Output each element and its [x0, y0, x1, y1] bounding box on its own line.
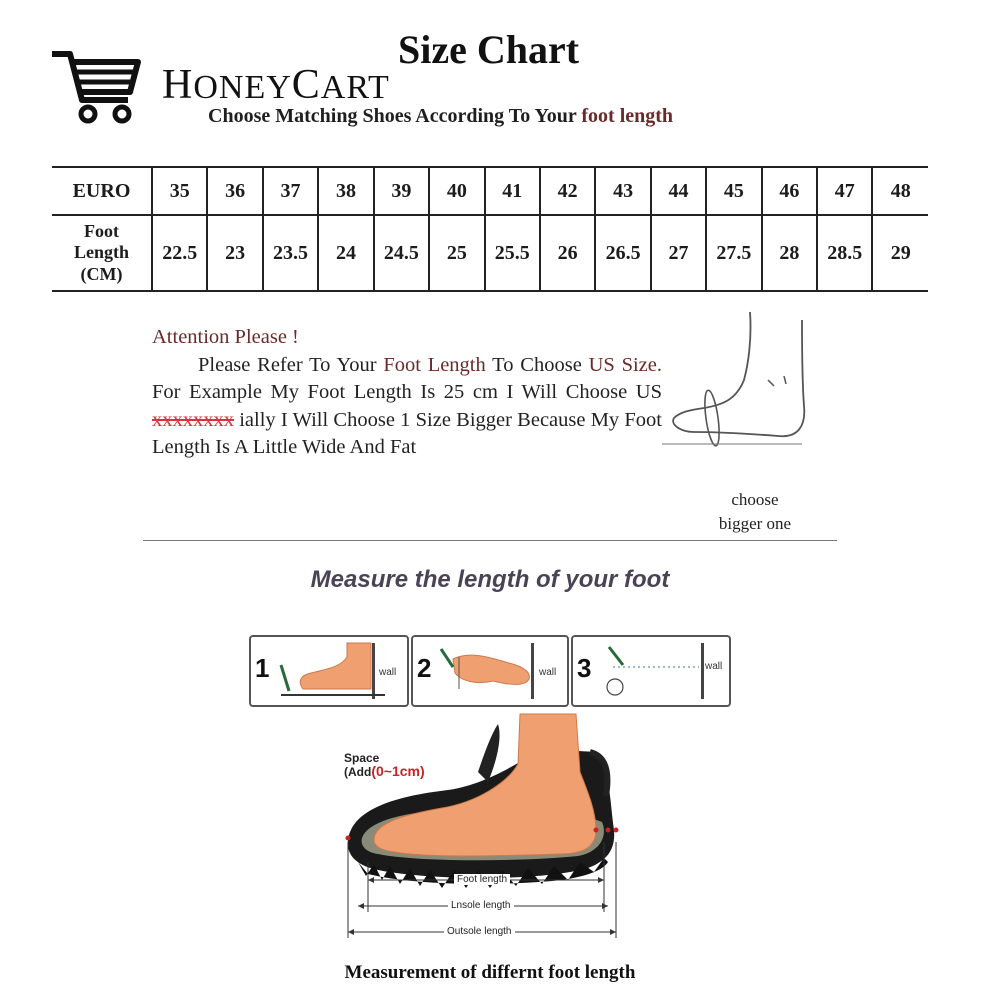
- foot-length-cell: 23.5: [263, 215, 318, 291]
- foot-length-label: Foot length: [454, 874, 510, 885]
- insole-length-label: Lnsole length: [448, 900, 514, 911]
- foot-length-cell: 28.5: [817, 215, 872, 291]
- diagram-caption: Measurement of differnt foot length: [344, 962, 636, 983]
- step-1-panel: [249, 635, 409, 707]
- euro-size-cell: 48: [872, 167, 928, 215]
- size-table: [52, 166, 928, 292]
- shoe-measurement-diagram: [338, 712, 638, 952]
- foot-length-cell: 24.5: [374, 215, 429, 291]
- step-2-panel: [411, 635, 569, 707]
- step-3-wall-label: wall: [705, 661, 723, 672]
- choose-bigger-note: choose bigger one: [718, 490, 792, 533]
- foot-length-cell: 23: [207, 215, 262, 291]
- euro-size-cell: 45: [706, 167, 761, 215]
- euro-size-cell: 35: [152, 167, 207, 215]
- euro-size-cell: 40: [429, 167, 484, 215]
- step-3-panel: [571, 635, 731, 707]
- foot-length-cell: 25.5: [485, 215, 540, 291]
- euro-size-cell: 37: [263, 167, 318, 215]
- foot-length-cell: 27.5: [706, 215, 761, 291]
- foot-length-header: Foot Length (CM): [52, 215, 152, 291]
- table-row-foot-length: [52, 215, 928, 291]
- attention-text: Please Refer To Your Foot Length To Choose US Size. For Example My Foot Length Is 25 cm I Will Choose US xxxxxxxx ially I Will Choose 1 Size Bigger Because My Foot Length Is A Little Wide And Fat: [152, 353, 662, 458]
- brand-name: HONEYCART: [162, 62, 390, 108]
- shopping-cart-icon: [50, 44, 142, 126]
- step-2-number: 2: [417, 653, 432, 683]
- page-title: Size Chart: [398, 27, 580, 72]
- foot-length-cell: 26.5: [595, 215, 650, 291]
- euro-size-cell: 47: [817, 167, 872, 215]
- outsole-length-label: Outsole length: [444, 926, 515, 937]
- euro-size-cell: 43: [595, 167, 650, 215]
- foot-length-cell: 25: [429, 215, 484, 291]
- euro-size-cell: 41: [485, 167, 540, 215]
- page-subtitle: Choose Matching Shoes According To Your foot length: [208, 105, 674, 127]
- euro-size-cell: 46: [762, 167, 817, 215]
- foot-length-cell: 28: [762, 215, 817, 291]
- foot-length-cell: 24: [318, 215, 373, 291]
- foot-length-cell: 22.5: [152, 215, 207, 291]
- step-1-number: 1: [255, 653, 270, 683]
- measure-title: Measure the length of your foot: [310, 566, 670, 593]
- euro-header: EURO: [52, 167, 152, 215]
- euro-size-cell: 44: [651, 167, 706, 215]
- euro-size-cell: 36: [207, 167, 262, 215]
- step-3-number: 3: [577, 653, 592, 683]
- euro-size-cell: 38: [318, 167, 373, 215]
- foot-sketch-illustration: [652, 310, 812, 480]
- step-1-wall-label: wall: [379, 667, 397, 678]
- euro-size-cell: 42: [540, 167, 595, 215]
- foot-length-cell: 26: [540, 215, 595, 291]
- foot-length-cell: 29: [872, 215, 928, 291]
- table-row-euro: [52, 167, 928, 215]
- section-divider: [143, 540, 837, 541]
- step-2-wall-label: wall: [539, 667, 557, 678]
- foot-length-cell: 27: [651, 215, 706, 291]
- space-label: Space (Add(0~1cm): [344, 751, 425, 779]
- attention-block: [152, 324, 662, 462]
- euro-size-cell: 39: [374, 167, 429, 215]
- attention-title: Attention Please !: [152, 326, 299, 348]
